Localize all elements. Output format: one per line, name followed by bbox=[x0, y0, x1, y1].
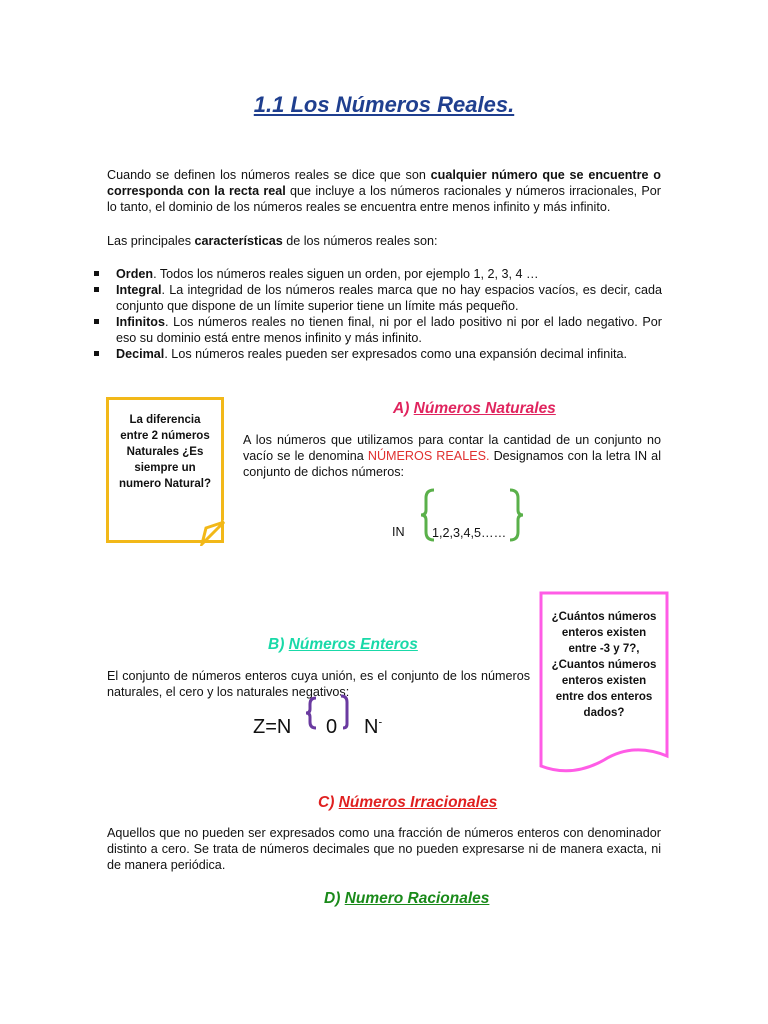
set-values: 1,2,3,4,5…… bbox=[432, 526, 507, 540]
bullet-square-icon bbox=[94, 271, 99, 276]
bullet-text: . Los números reales pueden ser expresados como una expansión decimal infinita. bbox=[164, 347, 628, 361]
section-c-letter: C) bbox=[318, 794, 335, 811]
section-b-letter: B) bbox=[268, 636, 285, 653]
section-a-text-2: Designamos con la letra IN al conjunto de dichos números: bbox=[243, 449, 661, 479]
section-a-letter: A) bbox=[393, 400, 410, 417]
intro-text-4: de los números reales son: bbox=[282, 234, 438, 248]
section-d-heading bbox=[324, 890, 489, 908]
section-a-heading bbox=[393, 400, 556, 418]
section-b-text: El conjunto de números enteros cuya unión, es el conjunto de los números naturales, el cero y los naturales negativos: bbox=[107, 669, 530, 699]
list-item bbox=[94, 346, 662, 362]
section-d-label: Numero Racionales bbox=[344, 890, 490, 907]
formula-start: Z=N bbox=[253, 716, 292, 738]
bullet-text: . Todos los números reales siguen un orden, por ejemplo 1, 2, 3, 4 … bbox=[153, 267, 539, 281]
section-c-text: Aquellos que no pueden ser expresados como una fracción de números enteros con denominador distinto a cero. Se trata de números decimales que no pueden expresarse ni de manera exacta, ni de manera periódica. bbox=[107, 826, 661, 872]
list-item bbox=[94, 314, 662, 346]
bullet-term: Infinitos bbox=[116, 315, 165, 329]
section-a-label: Números Naturales bbox=[413, 400, 556, 417]
formula-end bbox=[364, 716, 382, 739]
list-item bbox=[94, 266, 662, 282]
formula-z bbox=[253, 716, 291, 739]
bullet-term: Decimal bbox=[116, 347, 165, 361]
characteristics-list bbox=[94, 266, 662, 362]
bullet-term: Integral bbox=[116, 283, 162, 297]
section-d-letter: D) bbox=[324, 890, 341, 907]
page-title: 1.1 Los Números Reales. bbox=[253, 92, 515, 117]
intro-text-3: Las principales bbox=[107, 234, 195, 248]
formula-zero: 0 bbox=[326, 716, 338, 738]
set-symbol-in: IN bbox=[392, 525, 405, 539]
section-b-label: Números Enteros bbox=[288, 636, 418, 653]
bullet-text: . La integridad de los números reales marca que no hay espacios vacíos, es decir, cada conjunto que dispone de un límite superior tiene un límite más pequeño. bbox=[116, 283, 662, 313]
formula-left-brace-icon bbox=[304, 696, 320, 730]
intro-paragraph bbox=[107, 167, 661, 215]
intro-text-2: que incluye a los números racionales y números irracionales, Por lo tanto, el dominio de los números reales se encuentra entre menos infinito y más infinito. bbox=[107, 184, 661, 214]
section-a-text-1: A los números que utilizamos para contar la cantidad de un conjunto no vacío se le denomina bbox=[243, 433, 661, 463]
section-b-heading bbox=[268, 636, 418, 654]
section-c-label: Números Irracionales bbox=[338, 794, 498, 811]
formula-right-brace-icon bbox=[338, 694, 352, 730]
intro-text-1: Cuando se definen los números reales se dice que son bbox=[107, 168, 431, 182]
section-a-highlight: NÚMEROS REALES. bbox=[367, 449, 490, 463]
note-pink-text: ¿Cuántos números enteros existen entre -3 y 7?, ¿Cuantos números enteros existen entre dos enteros dados? bbox=[551, 611, 657, 719]
intro-bold-1: cualquier número que se encuentre o corresponda con la recta real bbox=[107, 168, 662, 198]
bullet-term: Orden bbox=[116, 267, 154, 281]
bullet-square-icon bbox=[94, 287, 99, 292]
list-item bbox=[94, 282, 662, 314]
bullet-text: . Los números reales no tienen final, ni por el lado positivo ni por el lado negativo. Por eso su dominio está entre menos infinito y más infinito. bbox=[116, 315, 662, 345]
bullet-square-icon bbox=[94, 319, 99, 324]
formula-superscript: - bbox=[378, 716, 383, 729]
note-fold-icon bbox=[198, 518, 228, 546]
section-c-heading bbox=[318, 794, 497, 812]
bullet-square-icon bbox=[94, 351, 99, 356]
intro-bold-2: características bbox=[194, 234, 283, 248]
right-brace-icon bbox=[506, 488, 524, 542]
note-yellow-text: La diferencia entre 2 números Naturales ¿Es siempre un numero Natural? bbox=[118, 414, 211, 490]
section-a-text bbox=[243, 432, 661, 480]
intro-characteristics bbox=[107, 233, 661, 249]
formula-end-letter: N bbox=[364, 716, 379, 738]
